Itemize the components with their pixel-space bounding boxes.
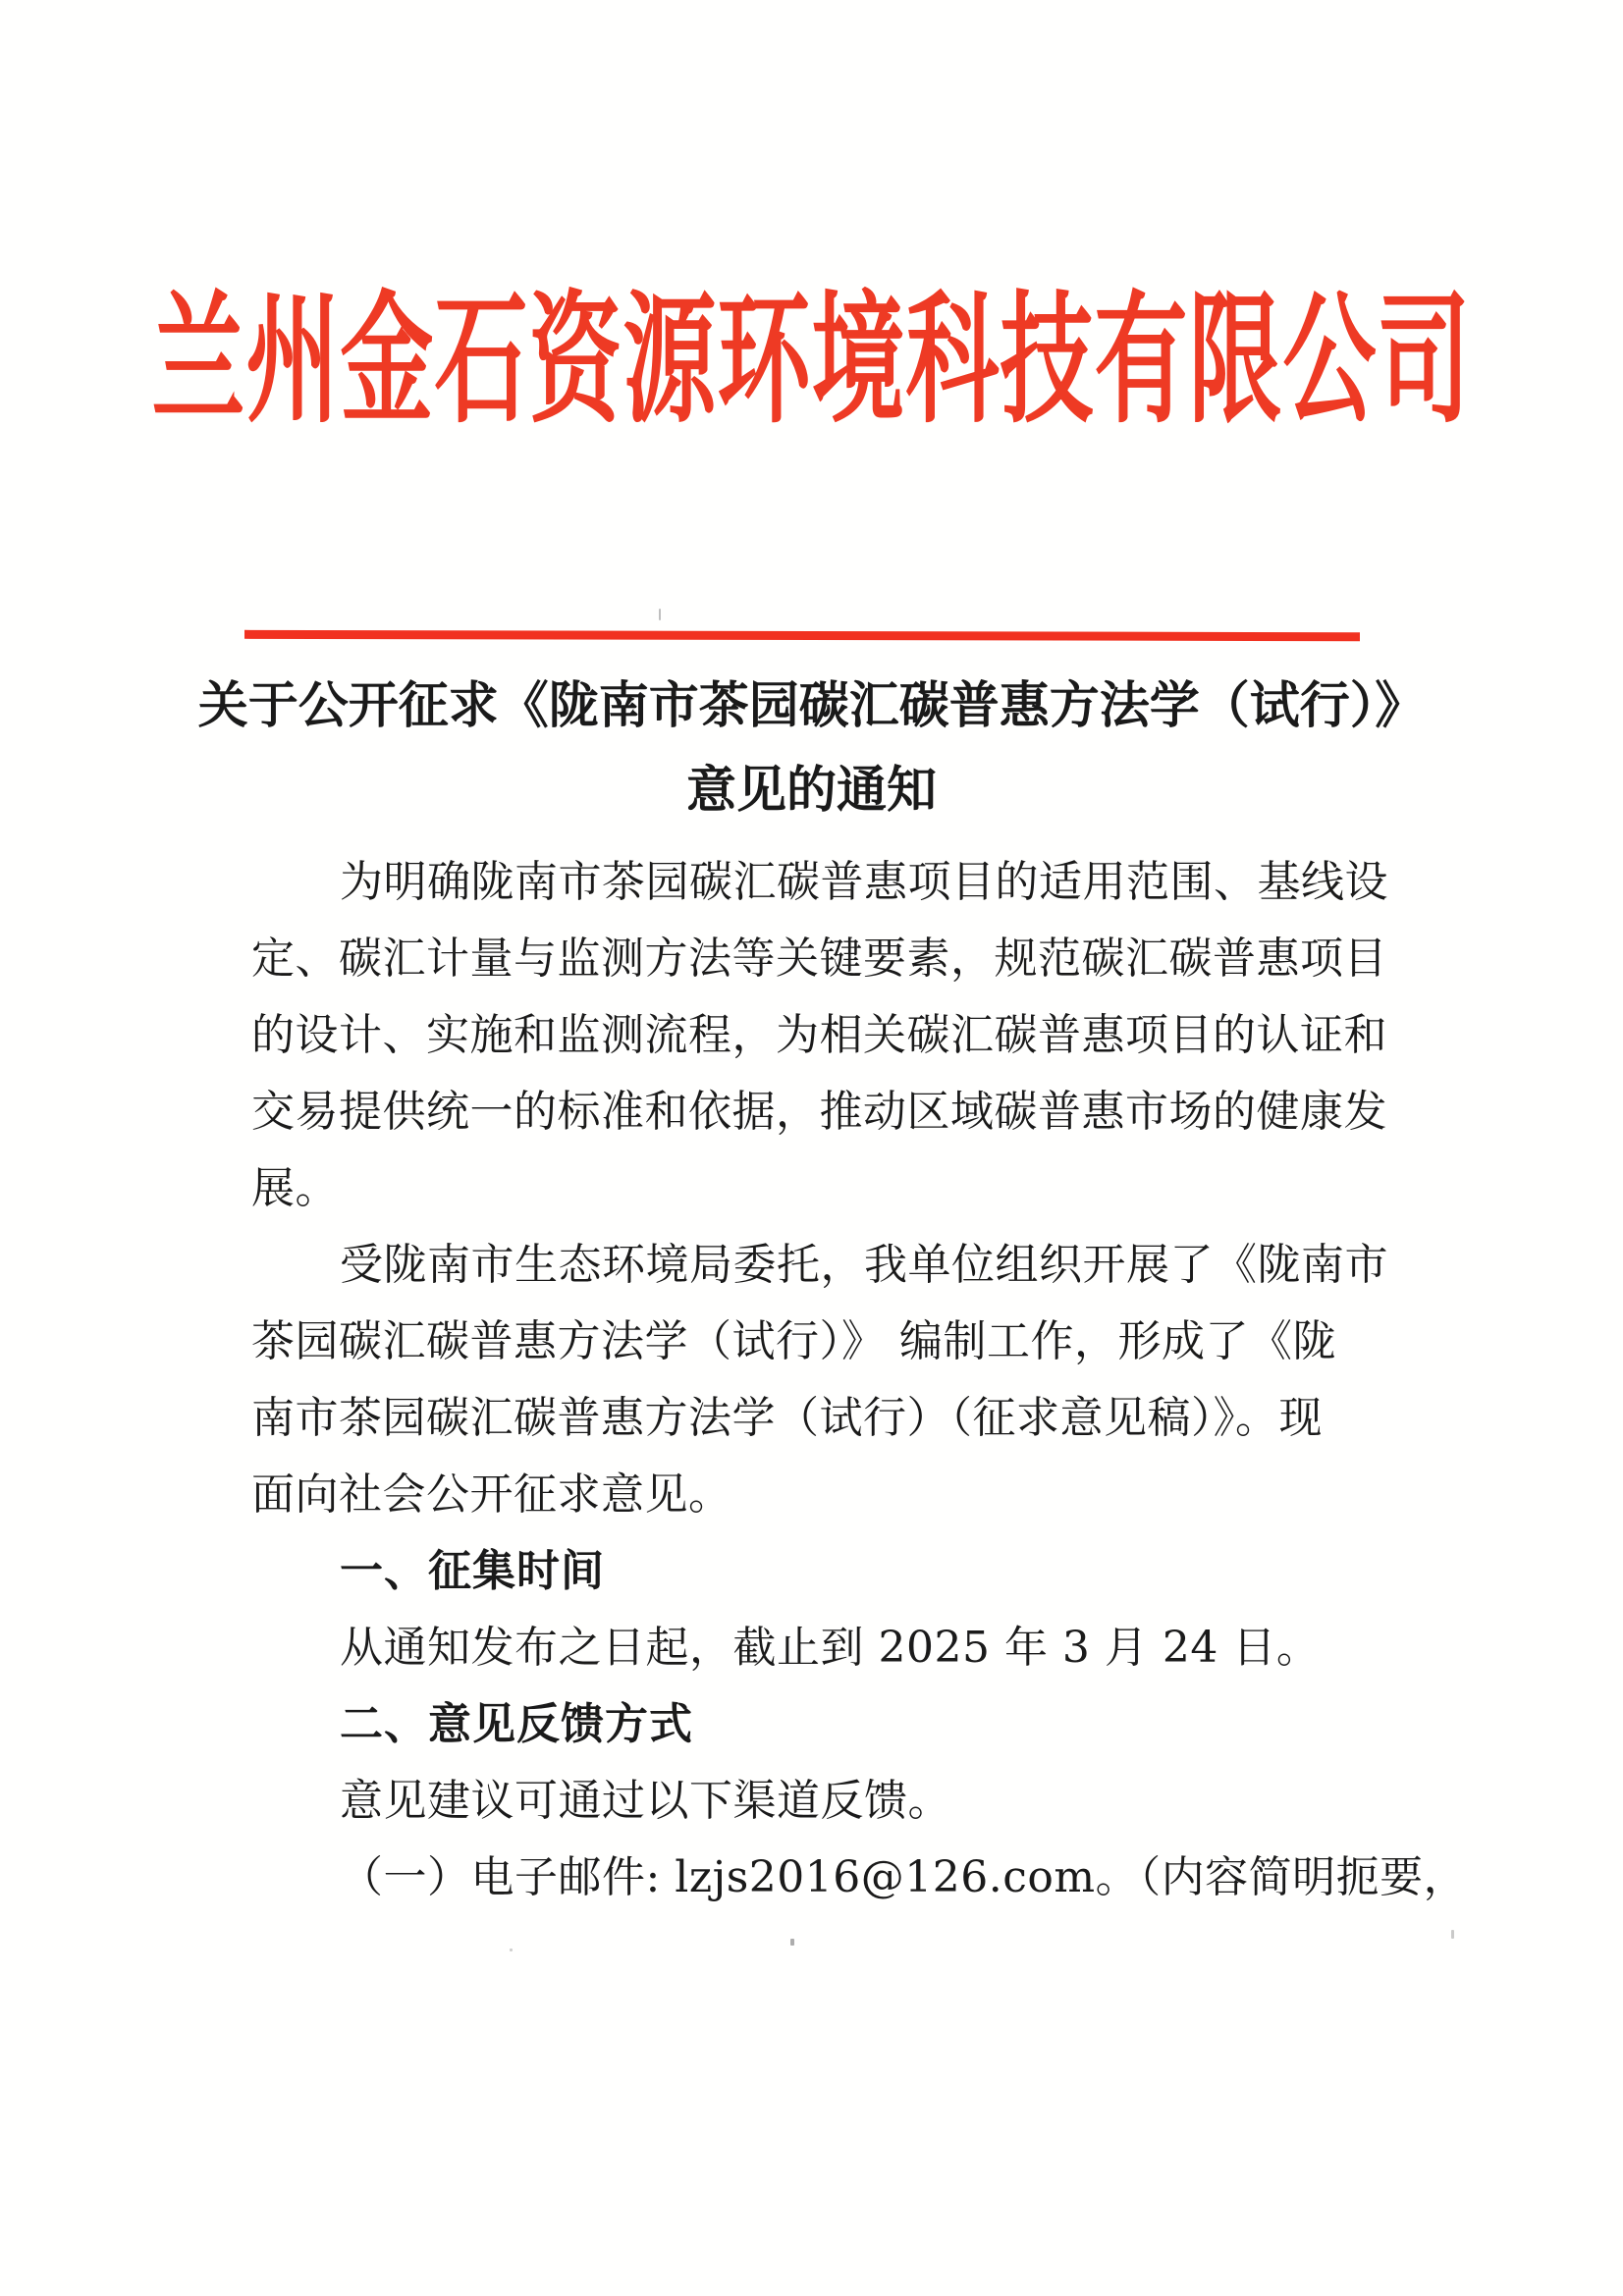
scan-speck — [510, 1949, 513, 1951]
notice-title — [0, 664, 1623, 832]
letterhead-divider-line — [244, 630, 1360, 641]
section-heading-feedback-method: 二、意见反馈方式 — [340, 1699, 693, 1749]
body-line: 交易提供统一的标准和依据，推动区域碳普惠市场的健康发 — [251, 1087, 1387, 1137]
notice-title-line-2: 意见的通知 — [685, 761, 937, 820]
body-line: 茶园碳汇碳普惠方法学（试行）》 编制工作，形成了《陇 — [251, 1316, 1336, 1366]
body-line: 南市茶园碳汇碳普惠方法学（试行）（征求意见稿）》。现 — [251, 1393, 1323, 1443]
scan-speck — [1451, 1930, 1454, 1939]
body-line: 展。 — [251, 1163, 339, 1213]
scan-speck — [790, 1939, 794, 1946]
body-line-email: （一）电子邮件: lzjs2016@126.com。（内容简明扼要， — [340, 1852, 1468, 1902]
company-letterhead: 兰州金石资源环境科技有限公司 — [151, 277, 1472, 444]
body-line: 为明确陇南市茶园碳汇碳普惠项目的适用范围、基线设 — [340, 857, 1388, 907]
body-line: 定、碳汇计量与监测方法等关键要素，规范碳汇碳普惠项目 — [251, 934, 1387, 984]
scan-speck — [659, 609, 661, 620]
body-line: 的设计、实施和监测流程，为相关碳汇碳普惠项目的认证和 — [251, 1010, 1387, 1060]
body-line: 面向社会公开征求意见。 — [251, 1469, 732, 1520]
notice-body — [251, 844, 1468, 1916]
body-line: 意见建议可通过以下渠道反馈。 — [340, 1776, 951, 1826]
section-heading-collection-time: 一、征集时间 — [340, 1546, 605, 1596]
body-line: 受陇南市生态环境局委托，我单位组织开展了《陇南市 — [340, 1240, 1388, 1290]
body-line-deadline: 从通知发布之日起，截止到 2025 年 3 月 24 日。 — [340, 1623, 1321, 1673]
notice-title-line-1: 关于公开征求《陇南市茶园碳汇碳普惠方法学（试行）》 — [197, 676, 1426, 735]
